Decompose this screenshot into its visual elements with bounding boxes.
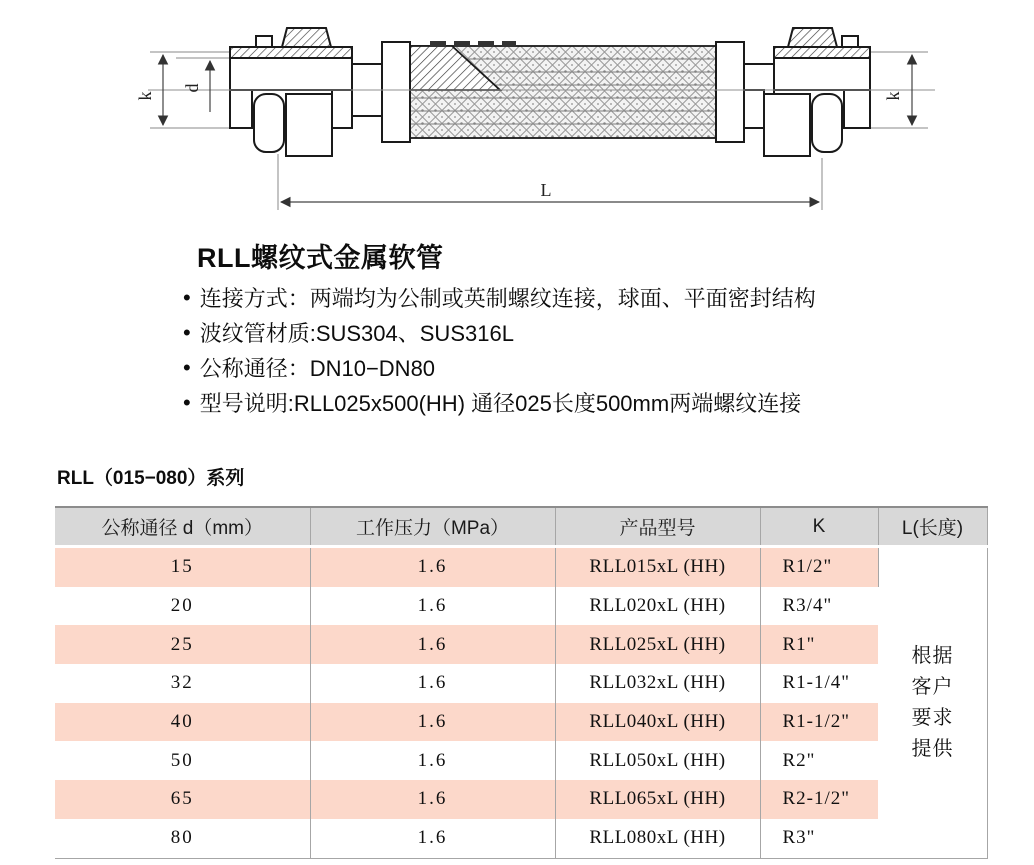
cell-dn: 20 [55, 587, 310, 626]
dim-label-k-left: k [135, 91, 155, 101]
right-hex-nut [764, 94, 810, 156]
cell-pressure: 1.6 [310, 703, 555, 742]
cell-dn: 80 [55, 819, 310, 858]
cell-pressure: 1.6 [310, 664, 555, 703]
cell-pressure: 1.6 [310, 625, 555, 664]
left-hex-nut [286, 94, 332, 156]
table-row [55, 625, 987, 664]
cell-k: R3/4" [782, 595, 833, 617]
column-header: L(长度) [878, 507, 987, 547]
column-header: 产品型号 [555, 507, 760, 547]
spec-bullets [183, 281, 1028, 421]
right-washer [812, 94, 842, 152]
table-body [55, 547, 987, 859]
cell-dn: 25 [55, 625, 310, 664]
right-hex-top [788, 28, 837, 47]
right-fitting [716, 28, 870, 156]
dim-label-k-right: k [883, 91, 903, 101]
cell-dn: 65 [55, 780, 310, 819]
length-note-line: 提供 [911, 737, 954, 760]
hose-technical-drawing [0, 0, 1034, 235]
column-header: K [760, 507, 878, 547]
table-row [55, 703, 987, 742]
cell-k: R1-1/2" [760, 703, 878, 742]
table-row [55, 547, 987, 587]
cell-k: R1" [760, 625, 878, 664]
table-header-row [55, 507, 987, 547]
cell-dn: 15 [55, 547, 310, 587]
cell-k: R3" [782, 827, 816, 849]
cell-model: RLL015xL (HH) [555, 547, 760, 587]
left-body [230, 58, 352, 90]
table-row [55, 587, 987, 626]
spec-bullet: • 连接方式：两端均为公制或英制螺纹连接，球面、平面密封结构 [183, 281, 1028, 316]
left-washer [254, 94, 284, 152]
length-note-line: 根据 [911, 644, 954, 667]
table-row [55, 741, 987, 780]
left-small-bump [256, 36, 272, 47]
cell-model: RLL050xL (HH) [555, 741, 760, 780]
cell-model: RLL080xL (HH) [555, 819, 760, 858]
cell-dn: 32 [55, 664, 310, 703]
spec-bullet: • 波纹管材质:SUS304、SUS316L [183, 316, 1028, 351]
spec-table [55, 506, 988, 859]
left-hex-top [282, 28, 331, 47]
dim-label-d: d [182, 83, 202, 93]
cell-length-note [878, 547, 987, 859]
right-thread-strip [774, 47, 870, 58]
series-label: RLL（015−080）系列 [57, 468, 245, 489]
cell-model: RLL032xL (HH) [555, 664, 760, 703]
spec-table-wrap [55, 506, 988, 859]
cell-pressure: 1.6 [310, 780, 555, 819]
left-collar [382, 42, 410, 142]
right-collar [716, 42, 744, 142]
cell-dn: 50 [55, 741, 310, 780]
page-title: RLL螺纹式金属软管 [197, 243, 444, 273]
cell-k: R1/2" [760, 547, 878, 587]
cell-pressure: 1.6 [310, 547, 555, 587]
spec-bullet: • 型号说明:RLL025x500(HH) 通径025长度500mm两端螺纹连接 [183, 386, 1028, 421]
spec-bullet: • 公称通径：DN10−DN80 [183, 351, 1028, 386]
column-header: 工作压力（MPa） [310, 507, 555, 547]
length-note-line: 要求 [911, 706, 954, 729]
cell-model: RLL025xL (HH) [555, 625, 760, 664]
cell-pressure: 1.6 [310, 741, 555, 780]
cell-model: RLL040xL (HH) [555, 703, 760, 742]
length-note-line: 客户 [911, 675, 954, 698]
cell-k: R2-1/2" [760, 780, 878, 819]
cell-k: R1-1/4" [782, 672, 851, 694]
table-row [55, 819, 987, 858]
column-header: 公称通径 d（mm） [55, 507, 310, 547]
cell-pressure: 1.6 [310, 819, 555, 858]
right-body [774, 58, 870, 90]
product-info [183, 236, 1028, 421]
left-thread-strip [230, 47, 352, 58]
cell-model: RLL065xL (HH) [555, 780, 760, 819]
cell-pressure: 1.6 [310, 587, 555, 626]
cell-model: RLL020xL (HH) [555, 587, 760, 626]
table-row [55, 780, 987, 819]
table-row [55, 664, 987, 703]
left-fitting [230, 28, 410, 156]
right-small-bump [842, 36, 858, 47]
cell-dn: 40 [55, 703, 310, 742]
dim-label-L: L [540, 180, 552, 200]
cell-k: R2" [782, 749, 816, 771]
